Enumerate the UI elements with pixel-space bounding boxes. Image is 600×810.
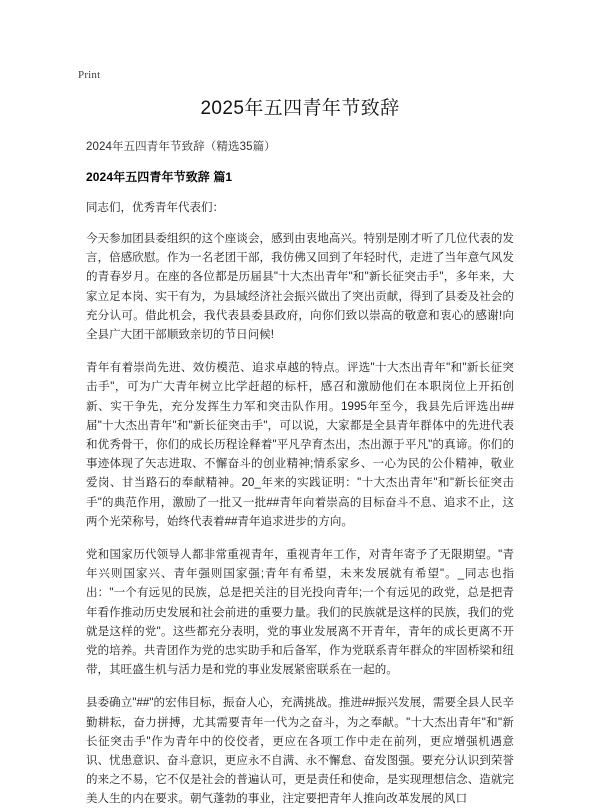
- print-button[interactable]: Print: [78, 69, 101, 81]
- section-heading: 2024年五四青年节致辞 篇1: [86, 170, 233, 184]
- document-body: [86, 96, 514, 810]
- body-paragraph: 党和国家历代领导人都非常重视青年，重视青年工作，对青年寄予了无限期望。"青年兴则国家兴、青年强则国家强;青年有希望，未来发展就有希望"。_同志也指出："一个有远见的民族，总是把关注的目光投向青年;一个有远见的政党，总是把青年看作推动历史发展和社会前进的重要力量。我们的民族就是这样的民族，我们的党就是这样的党"。这些都充分表明，党的事业发展离不开青年，青年的成长更离不开党的培养。共青团作为党的忠实助手和后备军，作为党联系青年群众的牢固桥梁和纽带，其旺盛生机与活力是和党的事业发展紧密联系在一起的。: [86, 549, 514, 677]
- print-toolbar: [78, 66, 100, 82]
- body-paragraph: 县委确立"##"的宏伟目标，振奋人心，充满挑战。推进##振兴发展，需要全县人民辛勤耕耘，奋力拼搏，尤其需要青年一代为之奋斗，为之奉献。"十大杰出青年"和"新长征突击手"作为青年中的佼佼者，更应在各项工作中走在前列，更应增强机遇意识、忧患意识、奋斗意识，更应永不自满、永不懈怠、奋发图强。要充分认识到荣誉的来之不易，它不仅是社会的普遍认可，更是责任和使命，是实现理想信念、造就完美人生的内在要求。朝气蓬勃的事业，注定要把青年人推向改革发展的风口: [86, 697, 514, 806]
- page-title: 2025年五四青年节致辞: [200, 98, 400, 119]
- salutation: 同志们，优秀青年代表们：: [86, 202, 224, 214]
- body-paragraph: 今天参加团县委组织的这个座谈会，感到由衷地高兴。特别是刚才听了几位代表的发言，倍感欣慰。作为一名老团干部，我仿佛又回到了年轻时代，走进了当年意气风发的青春岁月。在座的各位都是历届县"十大杰出青年"和"新长征突击手"，多年来，大家立足本岗、实干有为，为县域经济社会振兴做出了突出贡献，得到了县委及社会的充分认可。借此机会，我代表县委县政府，向你们致以崇高的敬意和衷心的感谢!向全县广大团干部顺致亲切的节日问候!: [86, 233, 514, 342]
- body-paragraph: 青年有着崇尚先进、效仿模范、追求卓越的特点。评选"十大杰出青年"和"新长征突击手"，可为广大青年树立比学赶超的标杆，感召和激励他们在本职岗位上开拓创新、实干争先，充分发挥生力军和突击队作用。1995年至今，我县先后评选出##届"十大杰出青年"和"新长征突击手"，可以说，大家都是全县青年群体中的先进代表和优秀骨干，你们的成长历程诠释着"平凡孕育杰出，杰出源于平凡"的真谛。你们的事迹体现了矢志进取、不懈奋斗的创业精神;情系家乡、一心为民的公仆精神，敬业爱岗、甘当路石的奉献精神。20_年来的实践证明："十大杰出青年"和"新长征突击手"的典范作用，激励了一批又一批##青年向着崇高的目标奋斗不息、追求不止，这两个光荣称号，始终代表着##青年追求进步的方向。: [86, 362, 514, 528]
- document-subtitle: 2024年五四青年节致辞（精选35篇）: [86, 141, 276, 153]
